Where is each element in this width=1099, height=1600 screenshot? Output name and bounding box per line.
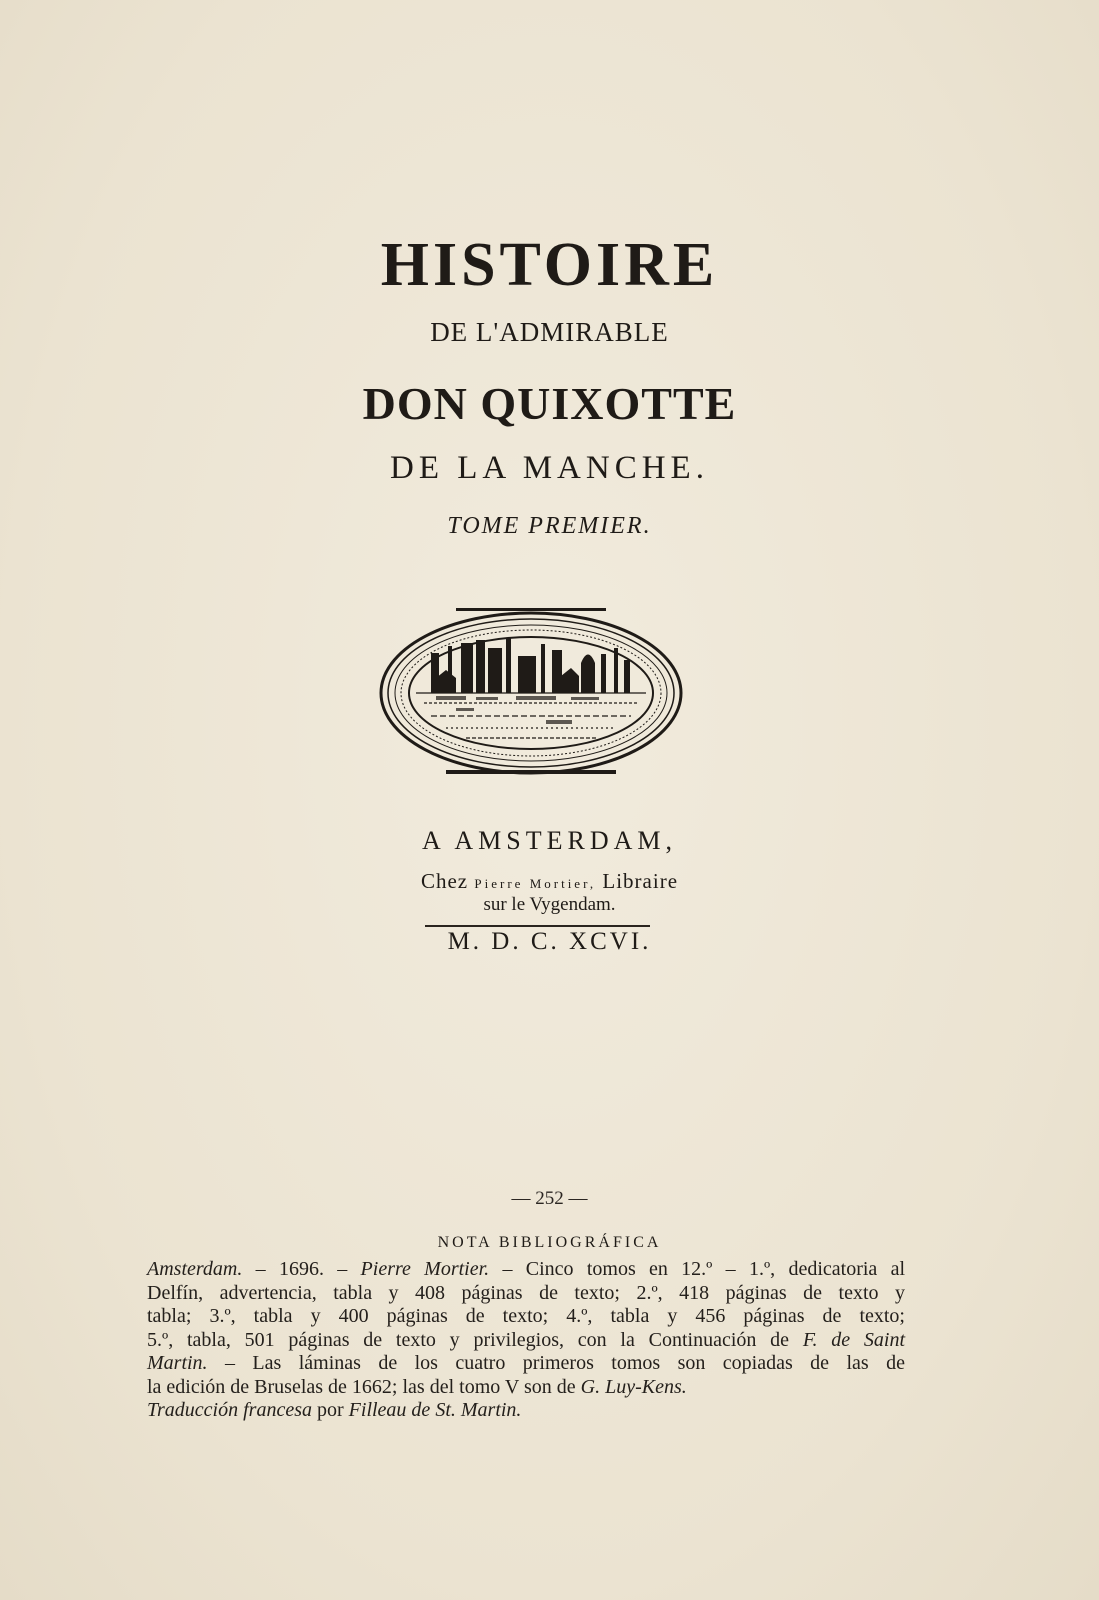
note-publisher: Pierre Mortier. <box>360 1258 490 1280</box>
note-line: la edición de Bruselas de 1662; las del tomo V son de G. Luy-Kens. <box>147 1375 687 1398</box>
note-line: Traducción francesa por Filleau de St. Martin. <box>147 1399 522 1421</box>
title-line-admirable: DE L'ADMIRABLE <box>430 317 669 347</box>
imprint-date: M. D. C. XCVI. <box>447 928 652 955</box>
title-line-quixotte: DON QUIXOTTE <box>362 378 737 429</box>
bibliographic-note <box>147 1258 905 1423</box>
note-line: Martin. – Las láminas de los cuatro primeros tomos son copiadas de las de <box>147 1352 905 1374</box>
printer-first-name: Pierre <box>474 876 524 891</box>
printer-role: Libraire <box>602 869 679 893</box>
note-author: F. de Saint <box>802 1328 906 1351</box>
imprint-printer <box>0 869 1099 894</box>
note-heading: NOTA BIBLIOGRÁFICA <box>437 1234 662 1251</box>
printer-prefix: Chez <box>420 869 469 893</box>
imprint-place: A AMSTERDAM, <box>421 826 678 855</box>
page-number: — 252 — <box>511 1188 588 1209</box>
note-place: Amsterdam. <box>147 1258 243 1280</box>
imprint-rule <box>425 925 650 927</box>
title-line-histoire: HISTOIRE <box>380 231 719 299</box>
printer-last-name: Mortier, <box>529 876 597 891</box>
note-translator: Filleau de St. Martin. <box>348 1399 522 1421</box>
note-translation-label: Traducción francesa <box>147 1399 312 1421</box>
note-line: Delfín, advertencia, tabla y 408 páginas de texto; 2.º, 418 páginas de texto y <box>147 1281 905 1304</box>
note-line: tabla; 3.º, tabla y 400 páginas de texto; 4.º, tabla y 456 páginas de texto; <box>147 1305 905 1327</box>
title-line-manche: DE LA MANCHE. <box>390 450 709 486</box>
note-line: Amsterdam. – 1696. – Pierre Mortier. – Cinco tomos en 12.º – 1.º, dedicatoria al <box>147 1258 906 1280</box>
engraved-city-vignette-icon <box>376 608 686 778</box>
note-line: 5.º, tabla, 501 páginas de texto y privilegios, con la Continuación de F. de Saint <box>147 1328 906 1351</box>
imprint-address: sur le Vygendam. <box>483 894 616 915</box>
volume-label: TOME PREMIER. <box>447 513 652 539</box>
note-engraver: G. Luy-Kens. <box>580 1375 687 1398</box>
